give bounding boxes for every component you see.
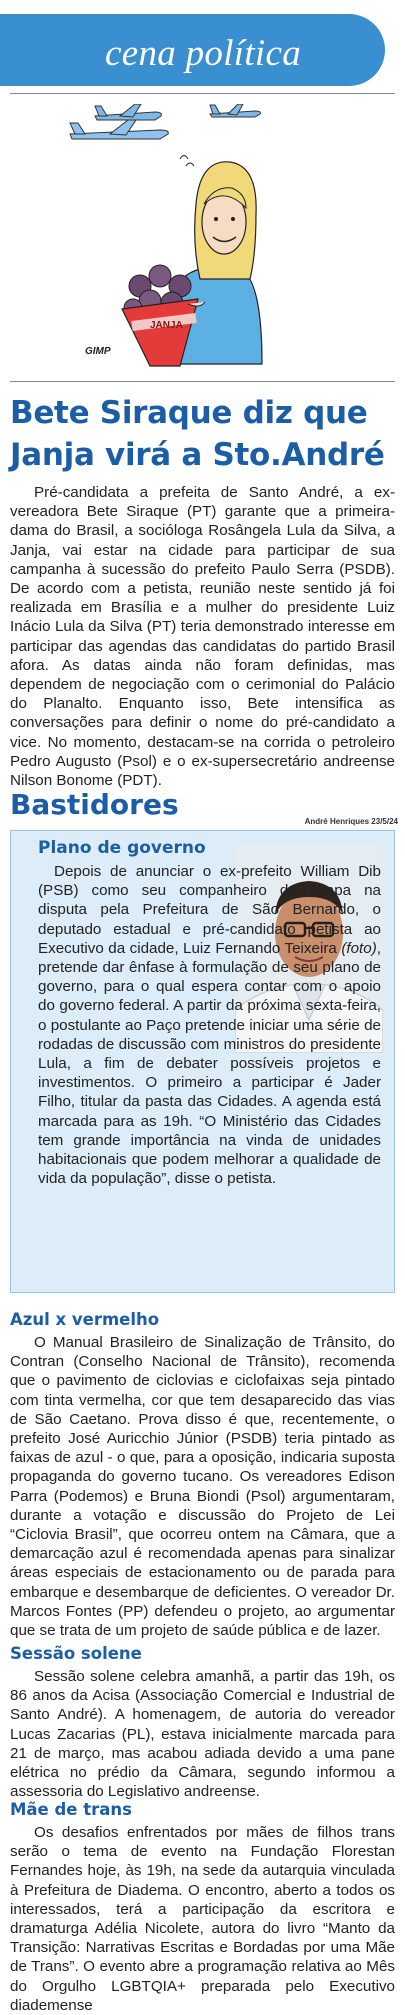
plano-body — [38, 862, 381, 1188]
bastidores-title: Bastidores — [10, 788, 179, 821]
top-divider — [10, 93, 395, 94]
plano-title: Plano de governo — [38, 838, 206, 858]
plano-body-part1: Depois de anunciar o ex-prefeito William Dib (PSB) como seu companheiro de chapa na disputa pela Prefeitura de São Bernardo, o deputado estadual e pré-candidato petista ao Executivo da cidade, Luiz Fernando Teixeira — [38, 863, 381, 957]
plano-de-governo-box — [10, 817, 398, 1293]
sessao-solene-body: Sessão solene celebra amanhã, a partir das 19h, os 86 anos da Acisa (Associação Comercial e Industrial de Santo André). A homenagem, de autoria do vereador Lucas Zacarias (PL), estava inicialmente marcada para 21 de março, mas acabou adiada devido a uma pane elétrica no prédio da Câmara, segundo informou a assessoria do Legislativo andreense. — [10, 1668, 395, 1801]
section-banner — [0, 14, 385, 86]
mae-de-trans-title: Mãe de trans — [10, 1800, 132, 1819]
plano-body-foto: (foto) — [341, 939, 377, 957]
cartoon-sash-text: JANJA — [150, 320, 183, 331]
photo-credit: André Henriques 23/5/24 — [304, 817, 398, 826]
azul-vermelho-body: O Manual Brasileiro de Sinalização de Trânsito, do Contran (Conselho Nacional de Trânsito), recomenda que o pavimento de ciclovias e ciclofaixas seja pintado com tinta vermelha, cor que tem desaparecido das vias de São Caetano. Prova disso é que, recentemente, o prefeito José Auricchio Júnior (PSDB) teria pintado as faixas de azul - o que, para a oposição, indicaria suposta propaganda do governo tucano. Os vereadores Edison Parra (Podemos) e Bruna Biondi (Psol) argumentaram, durante a votação e discussão do Projeto de Lei “Ciclovia Brasil”, que ocorreu ontem na Câmara, que a demarcação azul é recomendada apenas para sinalizar áreas especiais de estacionamento ou de parada para embarque e desembarque de deficientes. O vereador Dr. Marcos Fontes (PP) defendeu o projeto, ao argumentar que se trata de um projeto de saúde pública e de lazer. — [10, 1334, 395, 1640]
mae-de-trans-body: Os desafios enfrentados por mães de filhos trans serão o tema de evento na Fundação Florestan Fernandes hoje, às 19h, na sede da autarquia vinculada à Prefeitura de Diadema. O encontro, aberto a todos os interessados, terá a participação da escritora e dramaturga Adélia Nicolete, autora do livro “Manto da Transição: Narrativas Escritas e Bordadas por uma Mãe de Trans”. O evento abre a programação relativa ao Mês do Orgulho LGBTQIA+ preparada pelo Executivo diademense — [10, 1824, 395, 2014]
cartoon-illustration — [0, 104, 405, 379]
section-title: cena política — [105, 33, 302, 74]
plano-body-part2: , pretende dar ênfase à formulação de seu plano de governo, para o qual espera contar com o apoio do governo federal. A partir da próxima sexta-feira, o postulante ao Paço pretende iniciar uma série de rodadas de discussão com ministros do presidente Lula, a fim de debater possíveis projetos e investimentos. O primeiro a participar é Jader Filho, titular da pasta das Cidades. A agenda está marcada para as 19h. “O Ministério das Cidades tem grande importância na vinda de unidades habitacionais que podem melhorar a qualidade de vida da população”, disse o petista. — [38, 939, 381, 1188]
azul-vermelho-title: Azul x vermelho — [10, 1310, 160, 1329]
article-lead: Pré-candidata a prefeita de Santo André, a ex-vereadora Bete Siraque (PT) garante que a primeira-dama do Brasil, a socióloga Rosângela Lula da Silva, a Janja, vai estar na cidade para participar de sua campanha à sucessão do prefeito Paulo Serra (PSDB). De acordo com a petista, reunião neste sentido já foi realizada em Brasília e a mulher do presidente Luiz Inácio Lula da Silva (PT) teria demonstrado interesse em participar das agendas das candidatas do partido Brasil afora. As datas ainda não foram definidas, mas dependem de negociação com o cerimonial do Palácio do Planalto. Enquanto isso, Bete intensifica as conversações para definir o nome do pré-candidato a vice. No momento, destacam-se na corrida o petroleiro Pedro Augusto (Psol) e o ex-supersecretário andreense Nilson Bonome (PDT). — [10, 484, 395, 790]
cartoonist-signature: GIMP — [85, 346, 111, 357]
airplane-icon — [95, 104, 161, 120]
airplane-icon — [70, 120, 168, 139]
cartoon-divider — [10, 381, 395, 382]
sessao-solene-title: Sessão solene — [10, 1644, 142, 1663]
airplane-icon — [210, 104, 260, 117]
article-headline: Bete Siraque diz que Janja virá a Sto.André — [10, 395, 385, 473]
